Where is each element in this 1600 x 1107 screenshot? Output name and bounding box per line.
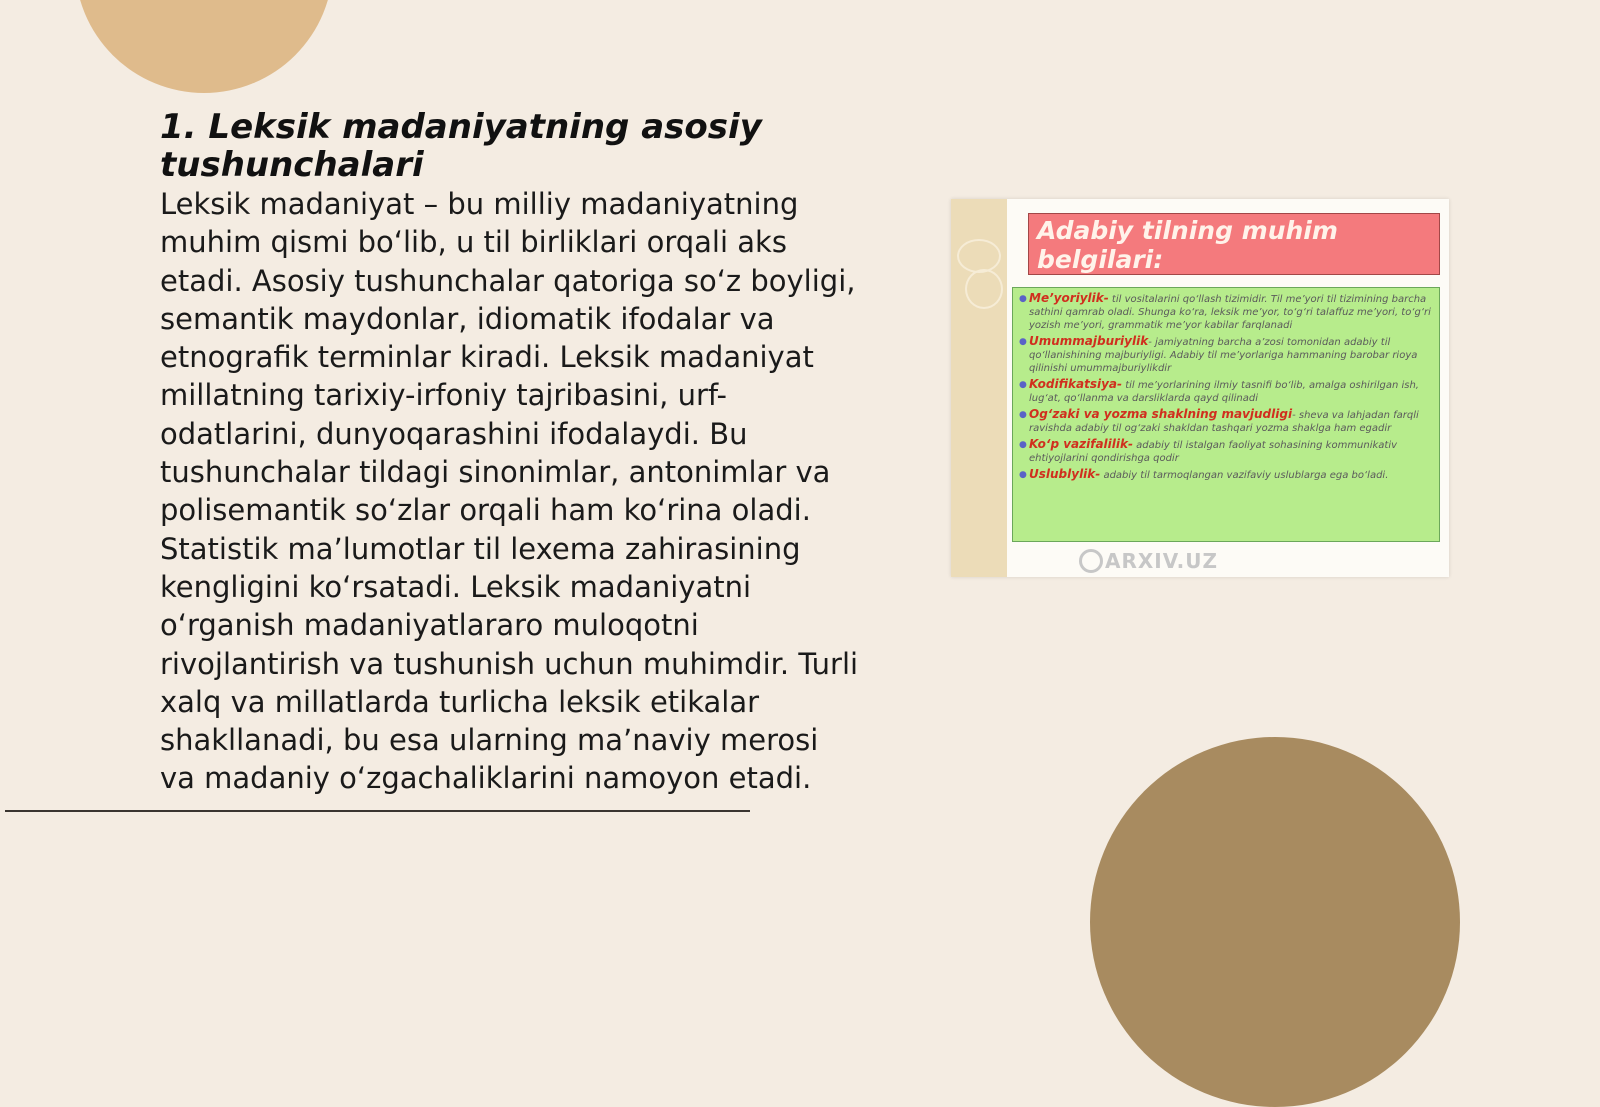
figure-definition: - sheva va lahjadan farqli ravishda adabiy til og‘zaki shakldan tashqari yozma shaklga ham egadir <box>1029 410 1419 434</box>
figure-term: Umummajburiylik <box>1029 334 1149 348</box>
figure-definition: adabiy til istalgan faoliyat sohasining kommunikativ ehtiyojlarini qondirishga qodir <box>1029 440 1398 464</box>
decor-swirl <box>957 239 1001 273</box>
bullet-icon: ● <box>1019 294 1027 304</box>
figure-list-box <box>1012 287 1440 542</box>
figure-list-item <box>1019 408 1433 435</box>
decor-swirl <box>965 269 1003 309</box>
figure-definition: til me’yorlarining ilmiy tasnifi bo‘lib, amalga oshirilgan ish, lug‘at, qo‘llanma va darsliklarda qayd qilinadi <box>1029 380 1419 404</box>
figure-term: Uslublylik- <box>1029 467 1101 481</box>
figure-term: Og‘zaki va yozma shaklning mavjudligi <box>1029 407 1293 421</box>
bullet-icon: ● <box>1019 410 1027 420</box>
decorative-circle-top <box>75 0 333 93</box>
figure-header: Adabiy tilning muhim belgilari: <box>1028 213 1440 275</box>
figure-decor-strip <box>951 199 1007 577</box>
watermark: ARXIV.UZ <box>1079 549 1218 573</box>
figure-definition: - jamiyatning barcha a’zosi tomonidan adabiy til qo‘llanishining majburiyligi. Adabiy til me’yorlariga hammaning barobar rioya qilinishi umummajburiylikdir <box>1029 337 1418 374</box>
slide-body-text: Leksik madaniyat – bu milliy madaniyatning muhim qismi bo‘lib, u til birliklari orqali aks etadi. Asosiy tushunchalar qatoriga so‘z boyligi, semantik maydonlar, idiomatik ifodalar va etnografik terminlar kiradi. Leksik madaniyat millatning tarixiy-irfoniy tajribasini, urf-odatlarini, dunyoqarashini ifodalaydi. Bu tushunchalar tildagi sinonimlar, antonimlar va polisemantik so‘zlar orqali ham ko‘rina oladi. Statistik ma’lumotlar til lexema zahirasining kengligini ko‘rsatadi. Leksik madaniyatni o‘rganish madaniyatlararo muloqotni rivojlantirish va tushunish uchun muhimdir. Turli xalq va millatlarda turlicha leksik etikalar shakllanadi, bu esa ularning ma’naviy merosi va madaniy o‘zgachaliklarini namoyon etadi. <box>160 187 859 796</box>
figure-list-item <box>1019 335 1433 375</box>
figure-list-item <box>1019 292 1433 332</box>
figure-term: Ko‘p vazifalilik- <box>1029 437 1133 451</box>
slide-title: 1. Leksik madaniyatning asosiy tushunchalari <box>160 107 762 185</box>
bullet-icon: ● <box>1019 337 1027 347</box>
figure-definition: adabiy til tarmoqlangan vazifaviy uslublarga ega bo‘ladi. <box>1100 470 1389 481</box>
bullet-icon: ● <box>1019 380 1027 390</box>
figure-term: Me’yoriylik- <box>1029 291 1109 305</box>
figure-list-item <box>1019 468 1433 482</box>
divider-line <box>5 810 750 812</box>
figure-image <box>951 199 1449 577</box>
figure-list-item <box>1019 438 1433 465</box>
watermark-logo-icon <box>1079 549 1103 573</box>
figure-list-item <box>1019 378 1433 405</box>
figure-term: Kodifikatsiya- <box>1029 377 1123 391</box>
bullet-icon: ● <box>1019 440 1027 450</box>
bullet-icon: ● <box>1019 470 1027 480</box>
decorative-circle-bottom <box>1090 737 1460 1107</box>
figure-definition: til vositalarini qo‘llash tizimidir. Til me’yori til tizimining barcha sathini qamrab oladi. Shunga ko‘ra, leksik me’yor, to‘g‘ri talaffuz me’yori, to‘g‘ri yozish me’yori, grammatik me’yor kabilar farqlanadi <box>1029 294 1431 331</box>
